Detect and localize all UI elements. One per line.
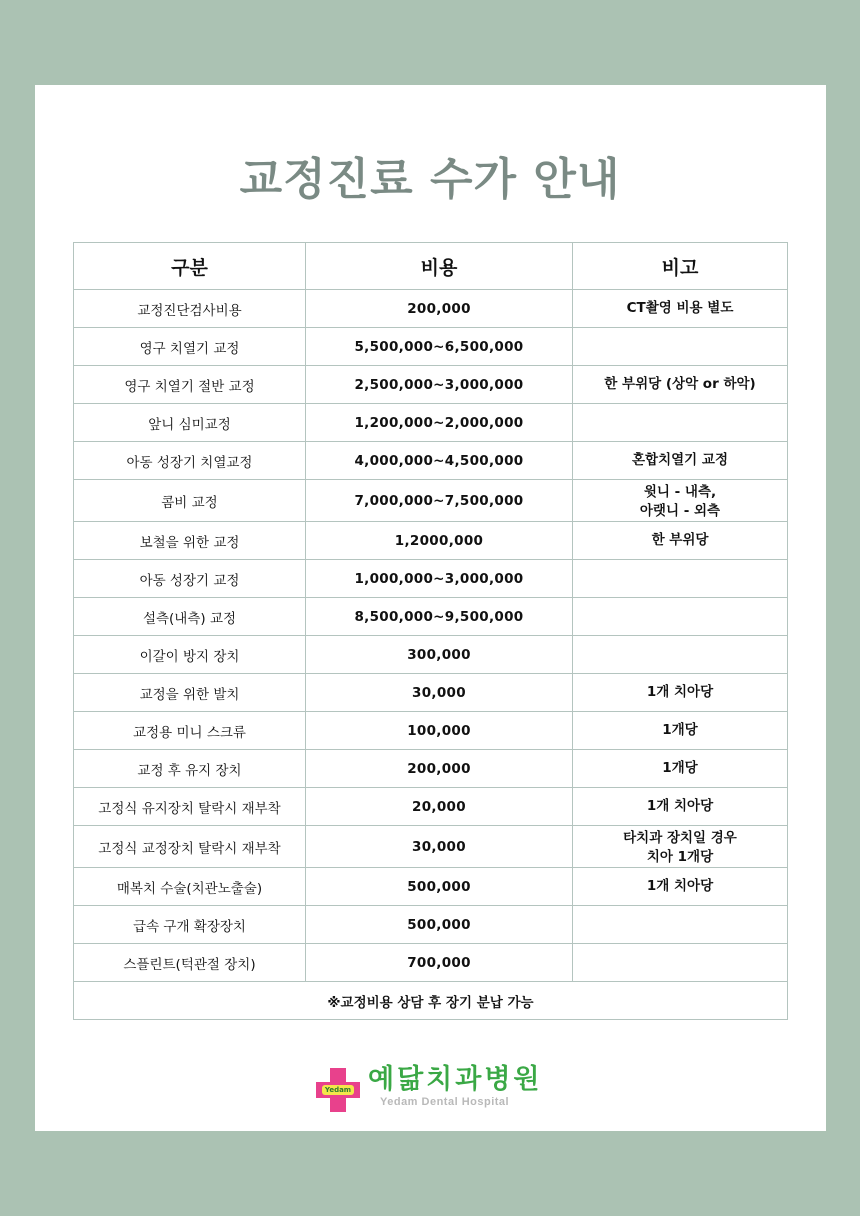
treatment-note: 1개 치아당 xyxy=(573,788,788,826)
treatment-note xyxy=(573,560,788,598)
hospital-logo xyxy=(316,1062,546,1112)
treatment-name: 콤비 교정 xyxy=(74,480,306,522)
treatment-cost: 300,000 xyxy=(306,636,573,674)
table-row xyxy=(74,480,788,522)
note-line: 아랫니 - 외측 xyxy=(639,503,721,519)
hospital-name-english: Yedam Dental Hospital xyxy=(380,1096,510,1108)
table-row xyxy=(74,404,788,442)
treatment-cost: 20,000 xyxy=(306,788,573,826)
treatment-note: 한 부위당 (상악 or 하악) xyxy=(573,366,788,404)
table-row xyxy=(74,598,788,636)
treatment-name: 매복치 수술(치관노출술) xyxy=(74,868,306,906)
treatment-name: 고정식 유지장치 탈락시 재부착 xyxy=(74,788,306,826)
table-row xyxy=(74,290,788,328)
treatment-note: 1개당 xyxy=(573,712,788,750)
table-row xyxy=(74,750,788,788)
treatment-name: 설측(내측) 교정 xyxy=(74,598,306,636)
treatment-cost: 5,500,000~6,500,000 xyxy=(306,328,573,366)
logo-mark-text: Yedam xyxy=(322,1085,354,1095)
treatment-note xyxy=(573,906,788,944)
treatment-note: 혼합치열기 교정 xyxy=(573,442,788,480)
table-header-row xyxy=(74,243,788,290)
treatment-name: 교정을 위한 발치 xyxy=(74,674,306,712)
treatment-name: 보철을 위한 교정 xyxy=(74,522,306,560)
treatment-cost: 8,500,000~9,500,000 xyxy=(306,598,573,636)
treatment-note xyxy=(573,944,788,982)
table-row xyxy=(74,560,788,598)
table-footer-row xyxy=(74,982,788,1020)
treatment-cost: 700,000 xyxy=(306,944,573,982)
treatment-name: 앞니 심미교정 xyxy=(74,404,306,442)
treatment-name: 급속 구개 확장장치 xyxy=(74,906,306,944)
treatment-note: 1개 치아당 xyxy=(573,674,788,712)
table-row xyxy=(74,328,788,366)
cross-logo-icon xyxy=(316,1068,360,1112)
header-cost: 비용 xyxy=(306,243,573,290)
table-row xyxy=(74,674,788,712)
treatment-note xyxy=(573,328,788,366)
treatment-cost: 500,000 xyxy=(306,906,573,944)
treatment-name: 영구 치열기 교정 xyxy=(74,328,306,366)
treatment-name: 스플린트(턱관절 장치) xyxy=(74,944,306,982)
installment-note: ※교정비용 상담 후 장기 분납 가능 xyxy=(74,982,788,1020)
note-line: 치아 1개당 xyxy=(646,849,714,865)
note-line: 윗니 - 내측, xyxy=(643,484,717,500)
treatment-cost: 30,000 xyxy=(306,674,573,712)
treatment-note xyxy=(573,404,788,442)
treatment-note: 한 부위당 xyxy=(573,522,788,560)
treatment-name: 아동 성장기 치열교정 xyxy=(74,442,306,480)
table-row xyxy=(74,442,788,480)
treatment-cost: 1,200,000~2,000,000 xyxy=(306,404,573,442)
treatment-name: 아동 성장기 교정 xyxy=(74,560,306,598)
treatment-name: 교정진단검사비용 xyxy=(74,290,306,328)
treatment-cost: 200,000 xyxy=(306,750,573,788)
treatment-note xyxy=(573,480,788,522)
treatment-note xyxy=(573,826,788,868)
note-line: 타치과 장치일 경우 xyxy=(623,830,737,846)
treatment-cost: 7,000,000~7,500,000 xyxy=(306,480,573,522)
treatment-name: 영구 치열기 절반 교정 xyxy=(74,366,306,404)
treatment-name: 교정 후 유지 장치 xyxy=(74,750,306,788)
hospital-name: 예닮치과병원 xyxy=(368,1064,543,1095)
fee-table xyxy=(73,242,788,1020)
table-row xyxy=(74,636,788,674)
treatment-cost: 4,000,000~4,500,000 xyxy=(306,442,573,480)
treatment-cost: 500,000 xyxy=(306,868,573,906)
page-title: 교정진료 수가 안내 xyxy=(239,154,621,205)
table-row xyxy=(74,788,788,826)
header-note: 비고 xyxy=(573,243,788,290)
table-row xyxy=(74,944,788,982)
treatment-note: CT촬영 비용 별도 xyxy=(573,290,788,328)
table-row xyxy=(74,712,788,750)
treatment-note: 1개 치아당 xyxy=(573,868,788,906)
header-category: 구분 xyxy=(74,243,306,290)
treatment-cost: 30,000 xyxy=(306,826,573,868)
treatment-cost: 1,000,000~3,000,000 xyxy=(306,560,573,598)
treatment-cost: 200,000 xyxy=(306,290,573,328)
table-row xyxy=(74,366,788,404)
table-row xyxy=(74,906,788,944)
treatment-note xyxy=(573,598,788,636)
table-row xyxy=(74,522,788,560)
treatment-note: 1개당 xyxy=(573,750,788,788)
treatment-cost: 1,2000,000 xyxy=(306,522,573,560)
treatment-name: 고정식 교정장치 탈락시 재부착 xyxy=(74,826,306,868)
treatment-note xyxy=(573,636,788,674)
treatment-name: 이갈이 방지 장치 xyxy=(74,636,306,674)
treatment-cost: 100,000 xyxy=(306,712,573,750)
table-row xyxy=(74,826,788,868)
table-row xyxy=(74,868,788,906)
treatment-cost: 2,500,000~3,000,000 xyxy=(306,366,573,404)
treatment-name: 교정용 미니 스크류 xyxy=(74,712,306,750)
